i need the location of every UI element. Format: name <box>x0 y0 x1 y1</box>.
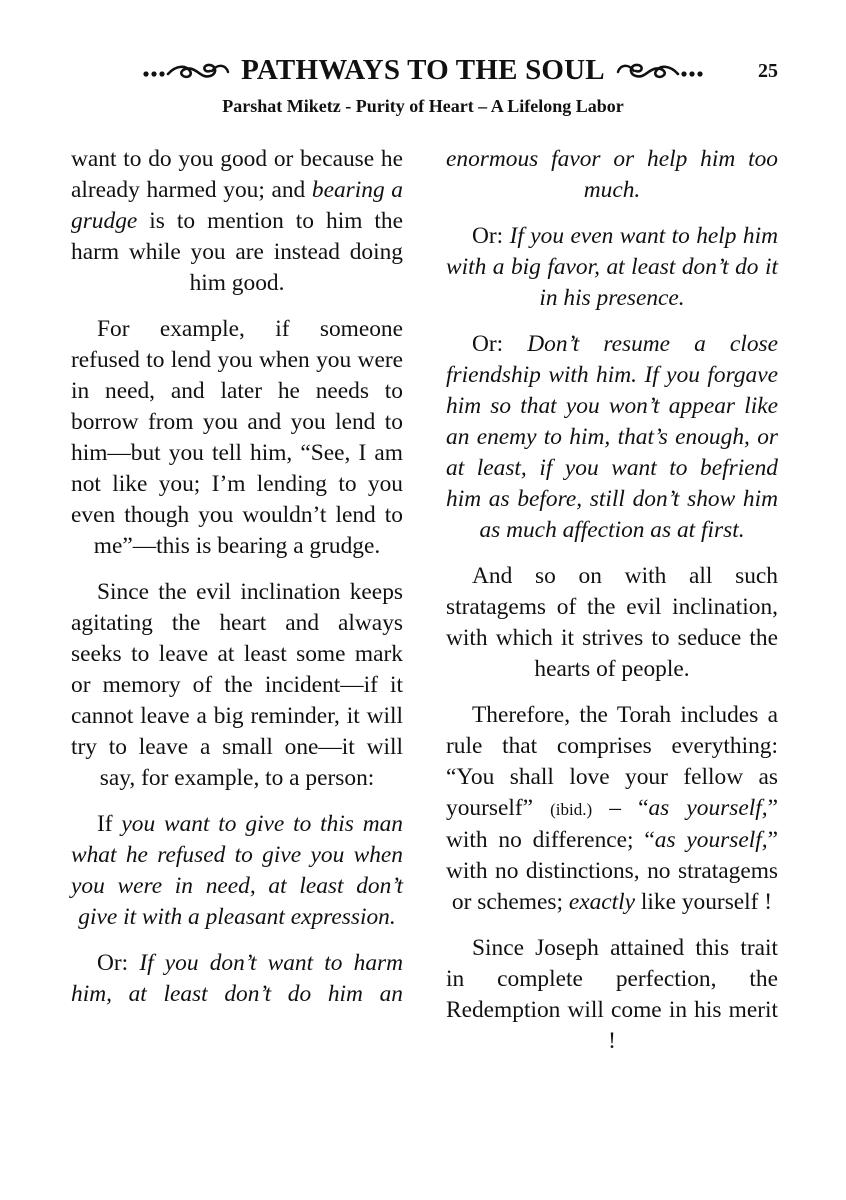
paragraph: And so on with all such stratagems of the evil inclination, with which it strives to seduce the hearts of people. <box>446 563 778 682</box>
header-title: PATHWAYS TO THE SOUL <box>241 54 605 87</box>
paragraph: If you want to give to this man what he refused to give you when you were in need, at least don’t give it with a pleasant expression. <box>71 811 403 930</box>
ornament-left-icon <box>142 59 230 81</box>
ornament-right-icon <box>616 59 704 81</box>
page-number: 25 <box>758 60 778 82</box>
paragraph: For example, if someone refused to lend you when you were in need, and later he needs to borrow from you and you lend to him—but you tell him, “See, I am not like you; I’m lending to you even though you wouldn’t lend to me”—this is bearing a grudge. <box>71 316 403 559</box>
paragraph: Or: Don’t resume a close friendship with him. If you forgave him so that you won’t appear like an enemy to him, that’s enough, or at least, if you want to befriend him as before, still don’t show him as much affection as at first. <box>446 331 778 543</box>
right-column <box>446 144 778 1072</box>
paragraph: Since Joseph attained this trait in complete perfection, the Redemption will come in his merit ! <box>446 935 778 1054</box>
paragraph: Therefore, the Torah includes a rule that comprises everything: “You shall love your fellow as yourself” (ibid.) – “as yourself,” with no difference; “as yourself,” with no distinctions, no stratagems or schemes; exactly like yourself ! <box>446 702 778 915</box>
paragraph: Since the evil inclination keeps agitating the heart and always seeks to leave at least some mark or memory of the incident—if it cannot leave a big reminder, it will try to leave a small one—it will say, for example, to a person: <box>71 579 403 791</box>
left-column <box>71 144 403 1025</box>
chapter-subtitle: Parshat Miketz - Purity of Heart – A Lifelong Labor <box>222 96 624 116</box>
paragraph: want to do you good or because he already harmed you; and bearing a grudge is to mention to him the harm while you are instead doing him good. <box>71 146 403 296</box>
paragraph: Or: If you don’t want to harm him, at least don’t do him an <box>71 950 404 1007</box>
paragraph: enormous favor or help him too much. <box>446 146 778 203</box>
running-header <box>0 50 846 88</box>
paragraph: Or: If you even want to help him with a big favor, at least don’t do it in his presence. <box>446 223 778 311</box>
